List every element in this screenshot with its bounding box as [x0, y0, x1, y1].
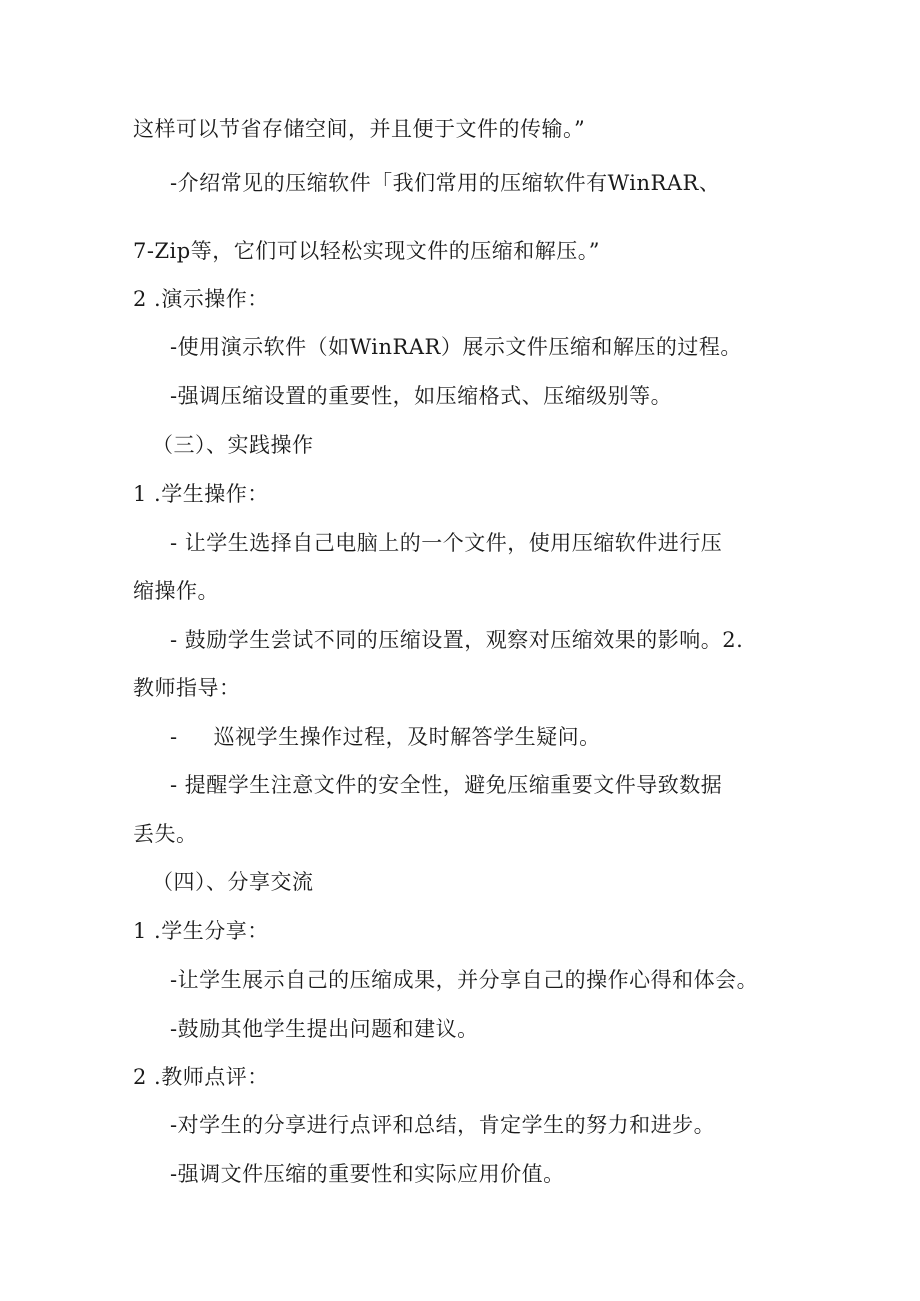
text-line: -让学生展示自己的压缩成果，并分享自己的操作心得和体会。: [170, 968, 759, 992]
text-line: -介绍常见的压缩软件「我们常用的压缩软件有WinRAR、: [170, 171, 721, 195]
text-line: -鼓励其他学生提出问题和建议。: [170, 1017, 479, 1041]
numbered-heading: 2 .教师点评：: [133, 1065, 269, 1089]
text-line: - 让学生选择自己电脑上的一个文件，使用压缩软件进行压: [170, 531, 723, 555]
text-line: 7-Zip等，它们可以轻松实现文件的压缩和解压。”: [133, 239, 600, 263]
text-line: [170, 722, 601, 752]
numbered-heading: 1 .学生操作：: [133, 482, 269, 506]
text-segment: 巡视学生操作过程，及时解答学生疑问。: [213, 725, 601, 749]
text-line: 这样可以节省存储空间，并且便于文件的传输。”: [133, 117, 586, 141]
text-line: - 鼓励学生尝试不同的压缩设置，观察对压缩效果的影响。2.: [170, 628, 744, 652]
text-line: - 提醒学生注意文件的安全性，避免压缩重要文件导致数据: [170, 773, 723, 797]
text-line: -使用演示软件（如WinRAR）展示文件压缩和解压的过程。: [170, 335, 742, 359]
numbered-heading: 2 .演示操作：: [133, 287, 269, 311]
text-line: -强调压缩设置的重要性，如压缩格式、压缩级别等。: [170, 384, 673, 408]
text-line: 缩操作。: [133, 579, 219, 603]
section-heading: （三）、实践操作: [152, 433, 314, 457]
numbered-heading: 1 .学生分享：: [133, 919, 269, 943]
text-line: 丢失。: [133, 822, 198, 846]
section-heading: （四）、分享交流: [152, 870, 314, 894]
text-line: 教师指导：: [133, 676, 241, 700]
dash-marker: -: [170, 725, 178, 749]
text-line: -强调文件压缩的重要性和实际应用价值。: [170, 1162, 565, 1186]
text-line: -对学生的分享进行点评和总结，肯定学生的努力和进步。: [170, 1113, 716, 1137]
